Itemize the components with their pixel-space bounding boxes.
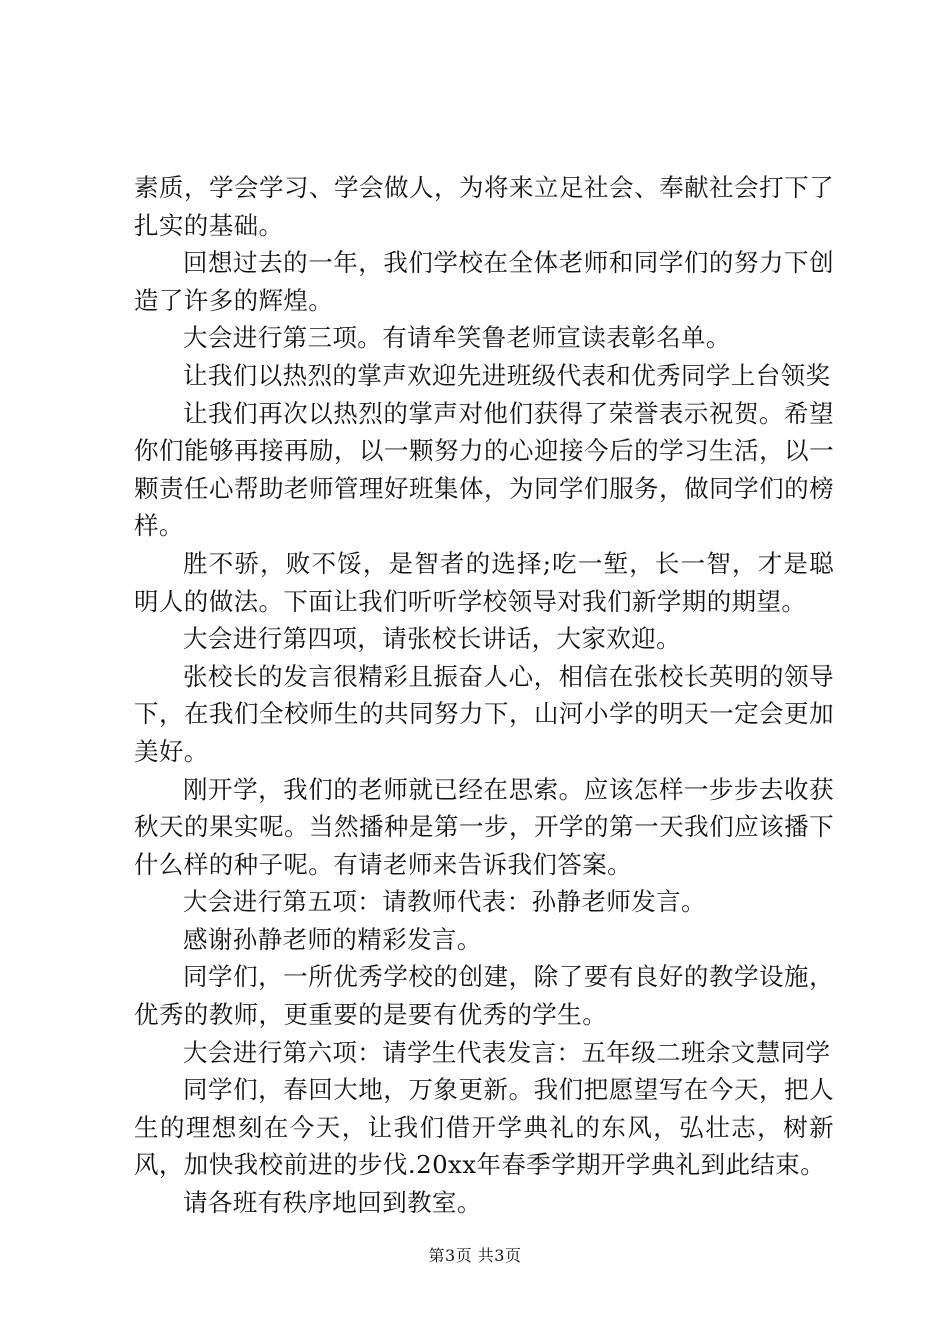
paragraph-2: 回想过去的一年，我们学校在全体老师和同学们的努力下创造了许多的辉煌。 — [134, 248, 834, 315]
paragraph-5: 让我们再次以热烈的掌声对他们获得了荣誉表示祝贺。希望你们能够再接再励，以一颗努力的心迎接今后的学习生活，以一颗责任心帮助老师管理好班集体，为同学们服务，做同学们的榜样。 — [134, 398, 834, 541]
paragraph-15: 请各班有秩序地回到教室。 — [183, 1188, 482, 1218]
paragraph-1: 素质，学会学习、学会做人，为将来立足社会、奉献社会打下了扎实的基础。 — [134, 173, 834, 240]
paragraph-13: 大会进行第六项：请学生代表发言：五年级二班余文慧同学 — [183, 1037, 831, 1067]
paragraph-9: 刚开学，我们的老师就已经在思索。应该怎样一步步去收获秋天的果实呢。当然播种是第一步，开学的第一天我们应该播下什么样的种子呢。有请老师来告诉我们答案。 — [134, 774, 834, 879]
document-body — [134, 169, 834, 1222]
paragraph-12: 同学们，一所优秀学校的创建，除了要有良好的教学设施，优秀的教师，更重要的是要有优秀的学生。 — [134, 962, 834, 1030]
page-number-label: 第3页 共3页 — [428, 1246, 522, 1265]
paragraph-10: 大会进行第五项：请教师代表：孙静老师发言。 — [183, 887, 706, 917]
paragraph-8: 张校长的发言很精彩且振奋人心，相信在张校长英明的领导下，在我们全校师生的共同努力下，山河小学的明天一定会更加美好。 — [134, 661, 834, 766]
paragraph-14: 同学们，春回大地，万象更新。我们把愿望写在今天，把人生的理想刻在今天，让我们借开学典礼的东风，弘壮志，树新风，加快我校前进的步伐.20xx年春季学期开学典礼到此结束。 — [134, 1075, 834, 1180]
page-footer — [0, 1246, 950, 1266]
paragraph-7: 大会进行第四项，请张校长讲话，大家欢迎。 — [183, 624, 681, 654]
paragraph-11: 感谢孙静老师的精彩发言。 — [183, 924, 482, 954]
paragraph-4: 让我们以热烈的掌声欢迎先进班级代表和优秀同学上台领奖 — [183, 360, 831, 390]
paragraph-6: 胜不骄，败不馁，是智者的选择;吃一堑，长一智，才是聪明人的做法。下面让我们听听学校领导对我们新学期的期望。 — [134, 548, 834, 616]
paragraph-3: 大会进行第三项。有请牟笑鲁老师宣读表彰名单。 — [183, 323, 731, 353]
